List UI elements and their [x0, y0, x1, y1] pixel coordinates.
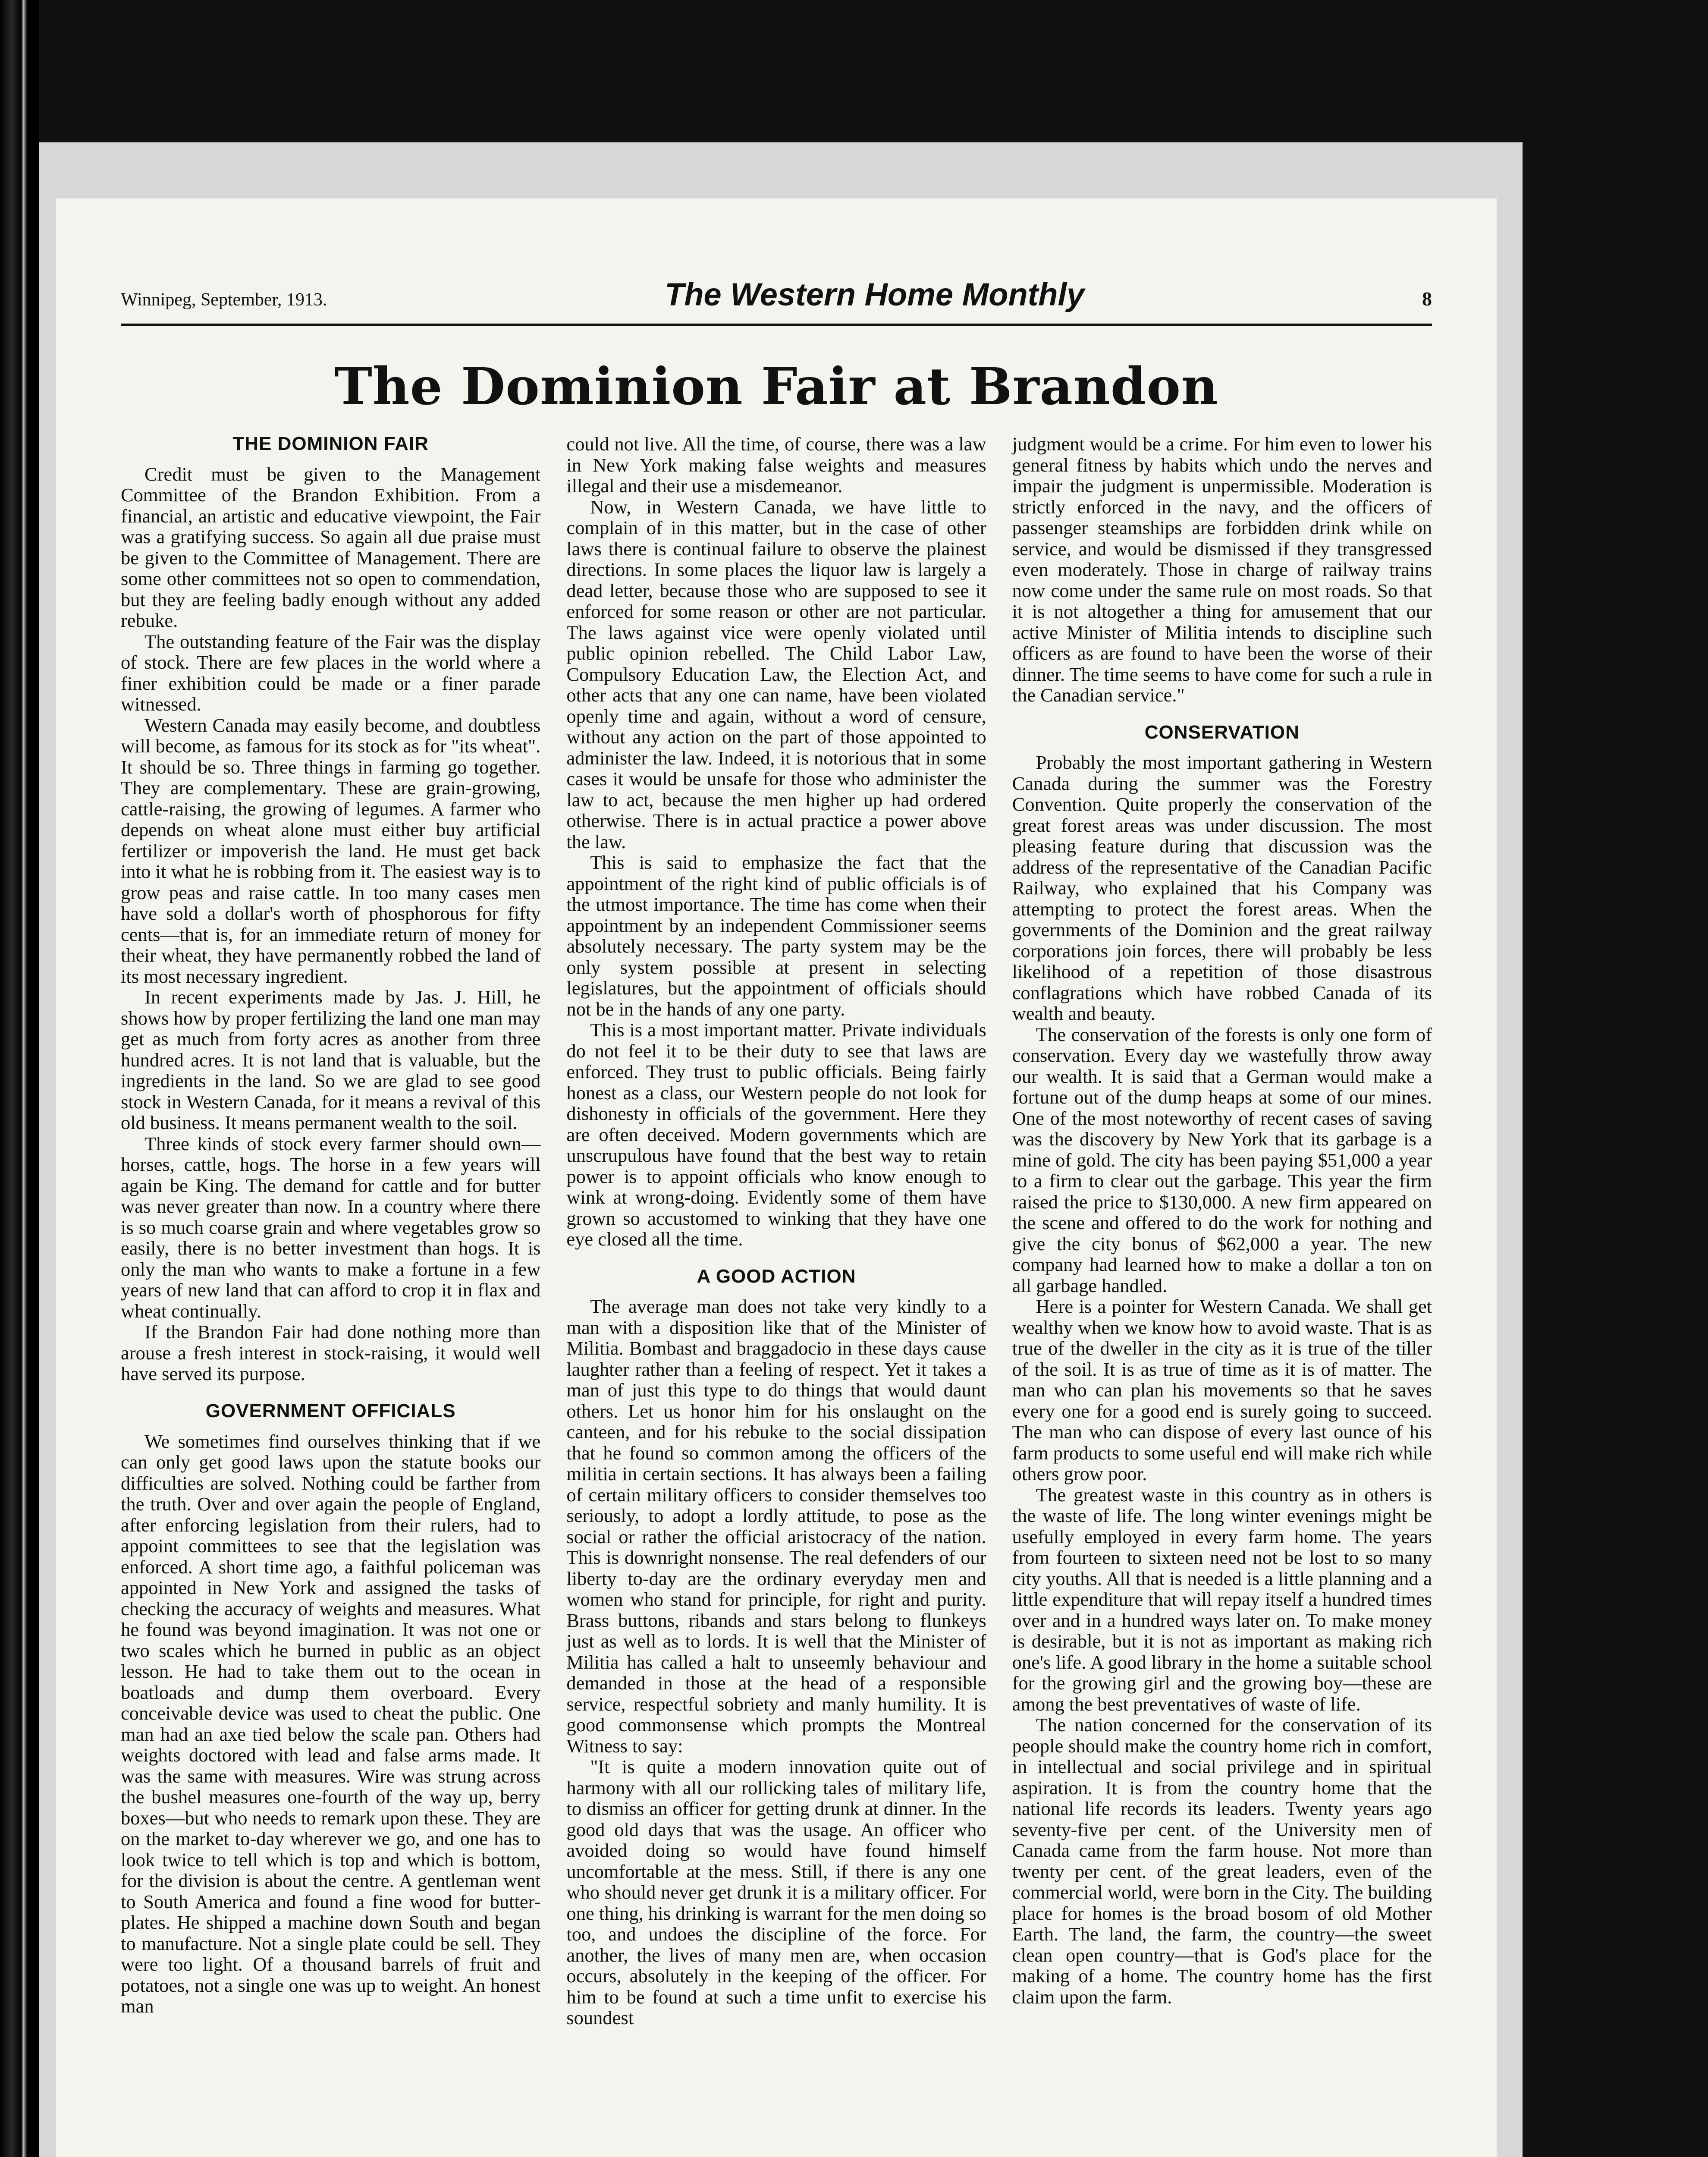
paragraph: The average man does not take very kindly to a man with a disposition like that of the Minister of Militia. Bombast and braggadocio in these days cause laughter rather than a feeling of respect. Yet it takes a man of just this type to do things that would daunt others. Let us honor him for his onslaught on the canteen, and for his rebuke to the social dissipation that he found so common among the officers of the militia in certain sections. It has always been a failing of certain military officers to consider themselves too seriously, to adopt a lordly attitude, to pose as the social or rather the official aristocracy of the nation. This is downright nonsense. The real defenders of our liberty to-day are the ordinary everyday men and women who stand for principle, for right and purity. Brass buttons, ribands and stars belong to flunkeys just as well as to lords. It is well that the Minister of Militia has called a halt to unseemly behaviour and demanded in those at the head of a responsible service, respectful sobriety and manly humility. It is good commonsense which prompts the Montreal Witness to say: [566, 1295, 986, 1757]
magazine-page [56, 198, 1497, 2157]
paragraph: In recent experiments made by Jas. J. Hill, he shows how by proper fertilizing the land one man may get as much from forty acres as another from three hundred acres. It is not land that is valuable, but the ingredients in the land. So we are glad to see good stock in Western Canada, for it means a revival of this old business. It means permanent wealth to the soil. [121, 986, 541, 1134]
paragraph: Credit must be given to the Management Committee of the Brandon Exhibition. From a financial, an artistic and educative viewpoint, the Fair was a gratifying success. So again all due praise must be given to the Committee of Management. There are some other committees not so open to commendation, but they are feeling badly enough without any added rebuke. [121, 463, 541, 632]
paragraph: This is said to emphasize the fact that the appointment of the right kind of public officials is of the utmost importance. The time has come when their appointment by an independent Commissioner seems absolutely necessary. The party system may be the only system possible at present in selecting legislatures, but the appointment of officials should not be in the hands of any one party. [566, 852, 986, 1020]
paragraph: "It is quite a modern innovation quite out of harmony with all our rollicking tales of military life, to dismiss an officer for getting drunk at dinner. In the good old days that was the usage. An officer who avoided doing so would have found himself uncomfortable at the mess. Still, if there is any one who should never get drunk it is a military officer. For one thing, his drinking is warrant for the men doing so too, and undoes the discipline of the force. For another, the lives of many men are, when occasion occurs, absolutely in the keeping of the officer. For him to be found at such a time unfit to exercise his soundest [566, 1756, 986, 2029]
article-title: The Dominion Fair at Brandon [334, 356, 1218, 416]
paragraph: Three kinds of stock every farmer should own—horses, cattle, hogs. The horse in a few years will again be King. The demand for cattle and for butter was never greater than now. In a country where there is so much coarse grain and where vegetables grow so easily, there is no better investment than hogs. It is only the man who wants to make a fortune in a few years of new land that can afford to crop it in flax and wheat continually. [121, 1132, 541, 1322]
section-heading: GOVERNMENT OFFICIALS [205, 1400, 456, 1421]
paragraph: The outstanding feature of the Fair was the display of stock. There are few places in the world where a finer exhibition could be made or a finer parade witnessed. [121, 630, 541, 715]
paragraph: Probably the most important gathering in Western Canada during the summer was the Forestry Convention. Quite properly the conservation of the great forest areas was under discussion. The most pleasing feature during that discussion was the address of the representative of the Canadian Pacific Railway, who explained that his Company was attempting to protect the forest areas. When the governments of the Dominion and the great railway corporations join forces, there will probably be less likelihood of a repetition of those disastrous conflagrations which have robbed Canada of its wealth and beauty. [1012, 751, 1432, 1025]
paragraph: This is a most important matter. Private individuals do not feel it to be their duty to see that laws are enforced. They trust to public officials. Being fairly honest as a class, our Western people do not look for dishonesty in officials of the government. Here they are often deceived. Modern governments which are unscrupulous have found that the best way to retain power is to appoint officials who know enough to wink at wrong-doing. Evidently some of them have grown so accustomed to winking that they have one eye closed all the time. [566, 1019, 986, 1250]
section-heading: THE DOMINION FAIR [232, 433, 429, 454]
paragraph: judgment would be a crime. For him even to lower his general fitness by habits which undo the nerves and impair the judgment is unpermissible. Moderation is strictly enforced in the navy, and the officers of passenger steamships are forbidden drink while on service, and would be dismissed if they transgressed even moderately. Those in charge of railway trains now come under the same rule on most roads. So that it is not altogether a thing for amusement that our active Minister of Militia intends to discipline such officers as are found to have been the worse of their dinner. The time seems to have come for such a rule in the Canadian service." [1012, 433, 1432, 706]
column-1 [121, 434, 540, 2028]
paragraph: We sometimes find ourselves thinking that if we can only get good laws upon the statute books our difficulties are solved. Nothing could be farther from the truth. Over and over again the people of England, after enforcing legislation from their rulers, had to appoint committees to see that the legislation was enforced. A short time ago, a faithful policeman was appointed in New York and assigned the tasks of checking the accuracy of weights and measures. What he found was beyond imagination. It was not one or two scales which he burned in public as an object lesson. He had to take them out to the ocean in boatloads and dump them overboard. Every conceivable device was used to cheat the public. One man had an axe tied below the scale pan. Others had weights doctored with lead and false arms made. It was the same with measures. Wire was strung across the bushel measures one-fourth of the way up, berry boxes—but who needs to remark upon these. They are on the market to-day wherever we go, and one has to look twice to tell which is top and which is bottom, for the division is about the centre. A gentleman went to South America and found a fine wood for butter-plates. He shipped a machine down South and began to manufacture. Not a single plate could be sell. They were too light. Of a thousand barrels of fruit and potatoes, not a single one was up to weight. An honest man [121, 1430, 541, 2017]
issue-date: Winnipeg, September, 1913. [121, 290, 327, 310]
paragraph: The greatest waste in this country as in others is the waste of life. The long winter evenings might be usefully employed in every farm home. The years from fourteen to sixteen need not be lost to so many city youths. All that is needed is a little planning and a little expenditure that will repay itself a hundred times over and in a hundred ways later on. To make money is desirable, but it is not as important as making rich one's life. A good library in the home a suitable school for the growing girl and the growing boy—these are among the best preventatives of waste of life. [1012, 1484, 1432, 1715]
column-3 [1012, 434, 1432, 2028]
paragraph: Here is a pointer for Western Canada. We shall get wealthy when we know how to avoid waste. That is as true of the dweller in the city as it is true of the tiller of the soil. It is as true of time as it is of matter. The man who can plan his movements so that he saves every one for a good end is surely going to succeed. The man who can dispose of every last ounce of his farm products to some useful end will make rich while others grow poor. [1012, 1295, 1432, 1485]
publication-title: The Western Home Monthly [665, 277, 1085, 312]
paragraph: The conservation of the forests is only one form of conservation. Every day we wastefully throw away our wealth. It is said that a German would make a fortune out of the dump heaps at some of our mines. One of the most noteworthy of recent cases of saving was the discovery by New York that its garbage is a mine of gold. The city has been paying $51,000 a year to a firm to clear out the garbage. This year the firm raised the price to $130,000. A new firm appeared on the scene and offered to do the work for nothing and give the city bonus of $62,000 a year. The new company had learned how to make a dollar a ton on all garbage handled. [1012, 1023, 1432, 1296]
paragraph: could not live. All the time, of course, there was a law in New York making false weights and measures illegal and their use a misdemeanor. [566, 433, 986, 497]
running-header [121, 276, 1432, 326]
page-number: 8 [1422, 288, 1432, 310]
section-heading: CONSERVATION [1144, 721, 1300, 743]
column-2 [566, 434, 986, 2028]
paragraph: Western Canada may easily become, and doubtless will become, as famous for its stock as for "its wheat". It should be so. Three things in farming go together. They are complementary. These are grain-growing, cattle-raising, the growing of legumes. A farmer who depends on wheat alone must either buy artificial fertilizer or impoverish the land. He must get back into it what he is robbing from it. The easiest way is to grow peas and raise cattle. In too many cases men have sold a dollar's worth of phosphorous for fifty cents—that is, for an immediate return of money for their wheat, they have permanently robbed the land of its most necessary ingredient. [121, 714, 541, 987]
paragraph: The nation concerned for the conservation of its people should make the country home rich in comfort, in intellectual and social privilege and in spiritual aspiration. It is from the country home that the national life records its leaders. Twenty years ago seventy-five per cent. of the University men of Canada came from the farm house. Not more than twenty per cent. of the great leaders, even of the commercial world, were born in the City. The building place for homes is the broad bosom of old Mother Earth. The land, the farm, the country—the sweet clean open country—that is God's place for the making of a home. The country home has the first claim upon the farm. [1012, 1714, 1432, 2008]
section-heading: A GOOD ACTION [697, 1265, 856, 1287]
book-binding-edge [0, 0, 39, 2157]
article-columns [121, 434, 1432, 2028]
paragraph: If the Brandon Fair had done nothing more than arouse a fresh interest in stock-raising, it would well have served its purpose. [121, 1321, 541, 1385]
paragraph: Now, in Western Canada, we have little to complain of in this matter, but in the case of other laws there is continual failure to observe the plainest directions. In some places the liquor law is largely a dead letter, because those who are supposed to see it enforced for some reason or other are not particular. The laws against vice were openly violated until public opinion rebelled. The Child Labor Law, Compulsory Education Law, the Election Act, and other acts that any one can name, have been violated openly time and again, without a word of censure, without any action on the part of those appointed to administer the law. Indeed, it is notorious that in some cases it would be unsafe for those who administer the law to act, because the men higher up had ordered otherwise. There is in actual practice a power above the law. [566, 496, 986, 852]
